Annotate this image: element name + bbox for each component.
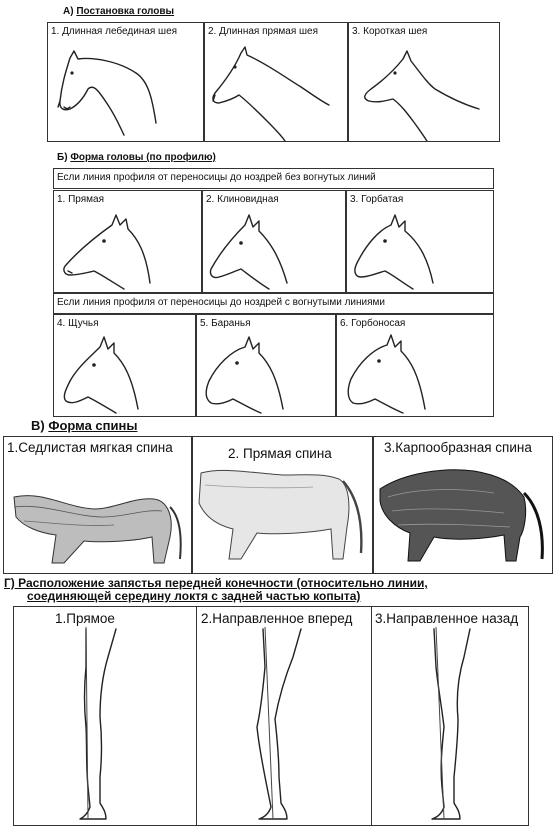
head-card-2-label: 2. Клиновидная (206, 194, 279, 205)
back-card-2 (192, 436, 373, 574)
head-card-3 (346, 190, 494, 293)
back-card-3-label: 3.Карпообразная спина (384, 440, 532, 455)
head-card-5 (196, 314, 336, 417)
horse-head-pike-profile-image (54, 315, 196, 417)
head-card-2 (202, 190, 346, 293)
head-card-4 (53, 314, 196, 417)
section-v-prefix: В) (31, 418, 45, 433)
section-g-title-line1: Г) Расположение запястья передней конечности (относительно линии, (4, 576, 428, 590)
section-a-title (63, 6, 174, 17)
horse-foreleg-backward-carpus-image (372, 607, 529, 826)
horse-body-saddle-back-image (4, 437, 192, 574)
horse-head-straight-profile-image (54, 191, 202, 293)
neck-card-1 (47, 22, 204, 142)
horse-head-wedge-profile-image (203, 191, 346, 293)
horse-body-carp-back-image (374, 437, 553, 574)
back-card-1-label: 1.Седлистая мягкая спина (7, 440, 173, 455)
neck-card-3-label: 3. Короткая шея (352, 26, 428, 37)
section-g-title-line2: соединяющей середину локтя с задней частью копыта) (27, 589, 361, 603)
section-v-title-text: Форма спины (48, 418, 138, 433)
section-v-title (31, 418, 137, 433)
section-b-title-text: Форма головы (по профилю) (70, 152, 216, 163)
horse-head-swan-neck-image (48, 23, 204, 142)
horse-head-ram-profile-image (197, 315, 336, 417)
leg-card-1-label: 1.Прямое (55, 611, 115, 626)
horse-head-humped-profile-image (347, 191, 494, 293)
leg-card-1 (13, 606, 196, 826)
horse-foreleg-straight-carpus-image (14, 607, 196, 826)
neck-card-1-label: 1. Длинная лебединая шея (51, 26, 178, 37)
section-a-prefix: А) (63, 6, 74, 17)
horse-body-straight-back-image (193, 437, 373, 574)
neck-card-3 (348, 22, 500, 142)
section-b-title (57, 152, 216, 163)
head-card-5-label: 5. Баранья (200, 318, 251, 329)
neck-card-2 (204, 22, 348, 142)
horse-foreleg-forward-carpus-image (197, 607, 371, 826)
neck-card-2-label: 2. Длинная прямая шея (208, 26, 319, 37)
head-card-6 (336, 314, 494, 417)
horse-head-short-neck-image (349, 23, 500, 142)
head-profile-band-straight: Если линия профиля от переносицы до ноздрей без вогнутых линий (53, 168, 494, 189)
leg-card-2-label: 2.Направленное вперед (201, 611, 353, 626)
horse-head-straight-neck-image (205, 23, 348, 142)
head-card-1-label: 1. Прямая (57, 194, 105, 205)
section-a-title-text: Постановка головы (76, 6, 175, 17)
back-card-1 (3, 436, 192, 574)
horse-head-roman-nose-profile-image (337, 315, 494, 417)
head-card-1 (53, 190, 202, 293)
leg-card-3 (371, 606, 529, 826)
section-b-prefix: Б) (57, 152, 68, 163)
head-card-4-label: 4. Щучья (57, 318, 99, 329)
back-card-2-label: 2. Прямая спина (228, 446, 332, 461)
head-card-3-label: 3. Горбатая (350, 194, 404, 205)
head-card-6-label: 6. Горбоносая (340, 318, 406, 329)
back-card-3 (373, 436, 553, 574)
head-profile-band-concave: Если линия профиля от переносицы до ноздрей с вогнутыми линиями (53, 293, 494, 314)
leg-card-2 (196, 606, 371, 826)
leg-card-3-label: 3.Направленное назад (375, 611, 519, 626)
